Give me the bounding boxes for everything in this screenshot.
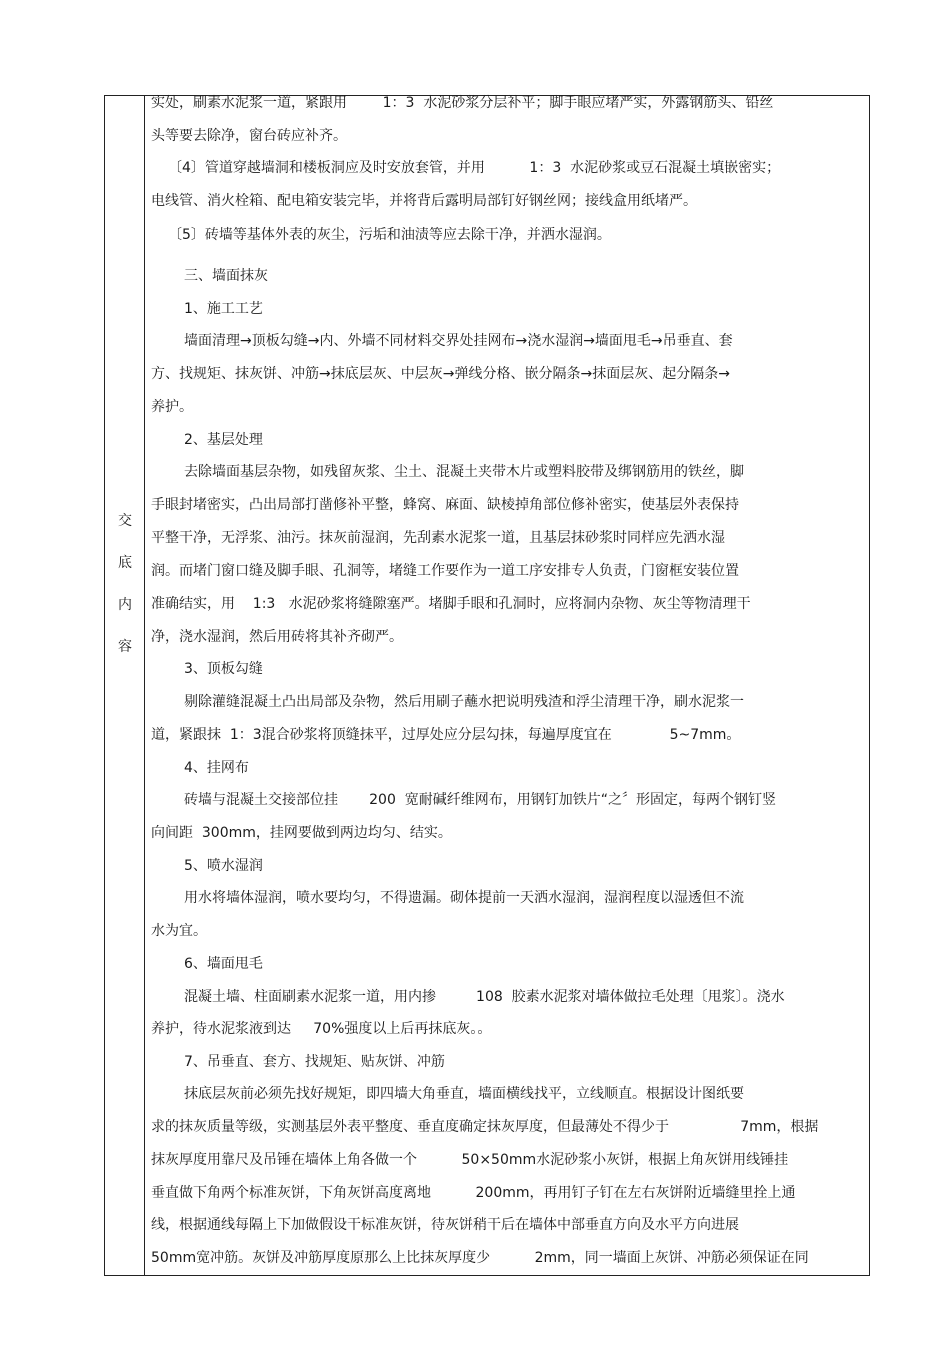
left-label-char: 底 — [118, 555, 132, 571]
text-line: 实处，刷素水泥浆一道，紧跟用 1：3 水泥砂浆分层补平；脚手眼应堵严实，外露钢筋头、铅丝 — [151, 95, 774, 111]
text-line: 抹灰厚度用靠尺及吊锤在墙体上角各做一个 50×50mm水泥砂浆小灰饼，根据上角灰饼用线锤挂 — [151, 1152, 789, 1168]
text-line: 抹底层灰前必须先找好规矩，即四墙大角垂直，墙面横线找平，立线顺直。根据设计图纸要 — [184, 1086, 744, 1102]
text-line: 剔除灌缝混凝土凸出局部及杂物，然后用刷子蘸水把说明残渣和浮尘清理干净，刷水泥浆一 — [184, 694, 744, 710]
text-line: 养护，待水泥浆液到达 70%强度以上后再抹底灰。。 — [151, 1021, 492, 1037]
text-line: 润。而堵门窗口缝及脚手眼、孔洞等，堵缝工作要作为一道工序安排专人负责，门窗框安装位置 — [151, 563, 739, 579]
text-line: 〔5〕砖墙等基体外表的灰尘，污垢和油渍等应去除干净，并洒水湿润。 — [168, 227, 611, 243]
subsection-heading: 4、挂网布 — [184, 760, 249, 776]
text-line: 混凝土墙、柱面刷素水泥浆一道，用内掺 108 胶素水泥浆对墙体做拉毛处理〔甩浆〕。浇水 — [184, 989, 785, 1005]
text-line: 用水将墙体湿润，喷水要均匀，不得遗漏。砌体提前一天洒水湿润，湿润程度以湿透但不流 — [184, 890, 744, 906]
left-label-char: 交 — [118, 513, 132, 529]
text-line: 求的抹灰质量等级，实测基层外表平整度、垂直度确定抹灰厚度，但最薄处不得少于 7mm，根据 — [151, 1119, 819, 1135]
text-line: 养护。 — [151, 399, 193, 415]
text-line: 手眼封堵密实，凸出局部打凿修补平整，蜂窝、麻面、缺棱掉角部位修补密实，使基层外表保持 — [151, 497, 739, 513]
text-line: 〔4〕管道穿越墙洞和楼板洞应及时安放套管，并用 1：3 水泥砂浆或豆石混凝土填嵌密实； — [168, 160, 781, 176]
text-line: 平整干净，无浮浆、油污。抹灰前湿润，先刮素水泥浆一道，且基层抹砂浆时同样应先洒水湿 — [151, 530, 725, 546]
subsection-heading: 3、顶板勾缝 — [184, 661, 263, 677]
subsection-heading: 7、吊垂直、套方、找规矩、贴灰饼、冲筋 — [184, 1054, 445, 1070]
text-line: 道，紧跟抹 1：3混合砂浆将顶缝抹平，过厚处应分层勾抹，每遍厚度宜在 5~7mm。 — [151, 727, 741, 743]
text-line: 墙面清理→顶板勾缝→内、外墙不同材料交界处挂网布→浇水湿润→墙面甩毛→吊垂直、套 — [184, 333, 733, 349]
subsection-heading: 2、基层处理 — [184, 432, 263, 448]
text-line: 电线管、消火栓箱、配电箱安装完毕，并将背后露明局部钉好钢丝网；接线盒用纸堵严。 — [151, 193, 697, 209]
left-label-column — [105, 96, 145, 1275]
text-line: 垂直做下角两个标准灰饼，下角灰饼高度离地 200mm，再用钉子钉在左右灰饼附近墙缝里拴上通 — [151, 1185, 796, 1201]
text-line: 准确结实，用 1:3 水泥砂浆将缝隙塞严。堵脚手眼和孔洞时，应将洞内杂物、灰尘等物清理干 — [151, 596, 751, 612]
section-heading: 三、墙面抹灰 — [184, 268, 268, 284]
text-line: 砖墙与混凝土交接部位挂 200 宽耐碱纤维网布，用钢钉加铁片“之〞形固定，每两个钢钉竖 — [184, 792, 777, 808]
subsection-heading: 5、喷水湿润 — [184, 858, 263, 874]
left-label-char: 内 — [118, 597, 132, 613]
text-line: 去除墙面基层杂物，如残留灰浆、尘土、混凝土夹带木片或塑料胶带及绑钢筋用的铁丝，脚 — [184, 464, 744, 480]
subsection-heading: 6、墙面甩毛 — [184, 956, 263, 972]
text-line: 线，根据通线每隔上下加做假设干标准灰饼，待灰饼稍干后在墙体中部垂直方向及水平方向进展 — [151, 1217, 739, 1233]
text-line: 向间距 300mm，挂网要做到两边均匀、结实。 — [151, 825, 452, 841]
text-line: 水为宜。 — [151, 923, 207, 939]
text-line: 头等要去除净，窗台砖应补齐。 — [151, 128, 347, 144]
text-line: 50mm宽冲筋。灰饼及冲筋厚度原那么上比抹灰厚度少 2mm，同一墙面上灰饼、冲筋必须保证在同 — [151, 1250, 809, 1266]
text-line: 方、找规矩、抹灰饼、冲筋→抹底层灰、中层灰→弹线分格、嵌分隔条→抹面层灰、起分隔条→ — [151, 366, 730, 382]
left-label-char: 容 — [118, 639, 132, 655]
text-line: 净，浇水湿润，然后用砖将其补齐砌严。 — [151, 629, 403, 645]
subsection-heading: 1、施工工艺 — [184, 301, 263, 317]
